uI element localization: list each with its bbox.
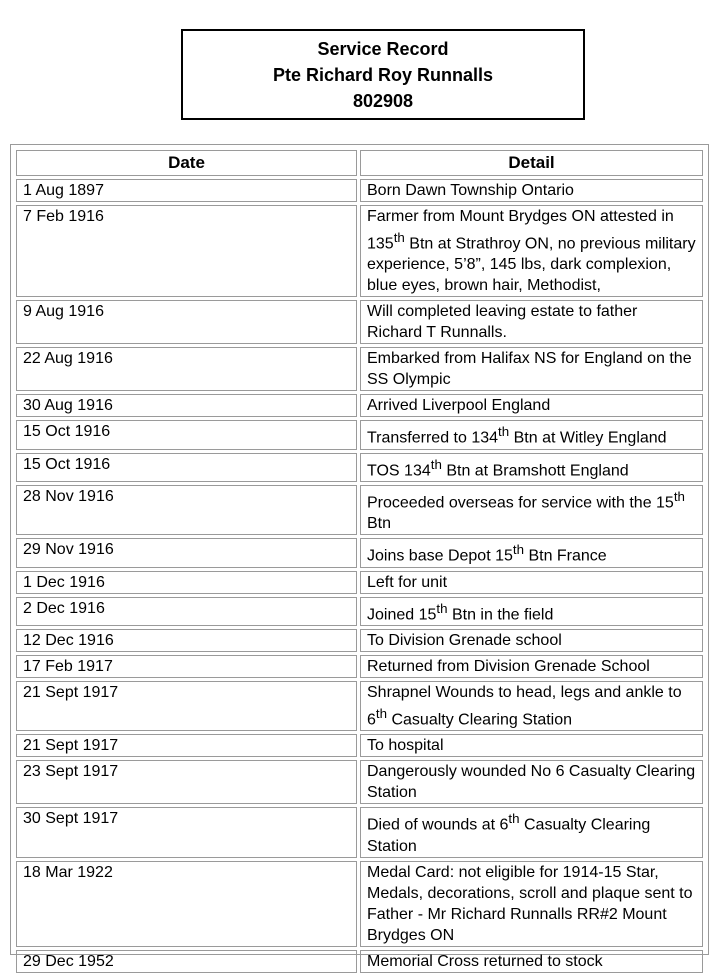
date-cell: 17 Feb 1917 <box>16 655 357 678</box>
table-row <box>16 538 703 567</box>
table-row <box>16 760 703 804</box>
detail-cell: Born Dawn Township Ontario <box>360 179 703 202</box>
date-cell: 30 Sept 1917 <box>16 807 357 857</box>
table-row <box>16 734 703 757</box>
table-row <box>16 394 703 417</box>
title-box <box>181 29 585 120</box>
column-header-detail: Detail <box>360 150 703 176</box>
detail-cell: Proceeded overseas for service with the 15th Btn <box>360 485 703 535</box>
table-row <box>16 485 703 535</box>
date-cell: 12 Dec 1916 <box>16 629 357 652</box>
detail-cell: Will completed leaving estate to father Richard T Runnalls. <box>360 300 703 344</box>
date-cell: 9 Aug 1916 <box>16 300 357 344</box>
detail-cell: To hospital <box>360 734 703 757</box>
date-cell: 15 Oct 1916 <box>16 420 357 449</box>
service-record-table <box>10 144 709 970</box>
table-row <box>16 950 703 973</box>
detail-cell: Arrived Liverpool England <box>360 394 703 417</box>
date-cell: 21 Sept 1917 <box>16 734 357 757</box>
date-cell: 1 Dec 1916 <box>16 571 357 594</box>
date-cell: 21 Sept 1917 <box>16 681 357 731</box>
table-row <box>16 629 703 652</box>
detail-cell: Returned from Division Grenade School <box>360 655 703 678</box>
detail-cell: Memorial Cross returned to stock <box>360 950 703 973</box>
detail-cell: Left for unit <box>360 571 703 594</box>
table-header-row <box>16 150 703 176</box>
table-row <box>16 420 703 449</box>
table-row <box>16 681 703 731</box>
record-title: Service Record <box>317 38 449 59</box>
date-cell: 28 Nov 1916 <box>16 485 357 535</box>
date-cell: 15 Oct 1916 <box>16 453 357 482</box>
table-row <box>16 347 703 391</box>
detail-cell: Died of wounds at 6th Casualty Clearing Station <box>360 807 703 857</box>
table-row <box>16 179 703 202</box>
date-cell: 2 Dec 1916 <box>16 597 357 626</box>
date-cell: 22 Aug 1916 <box>16 347 357 391</box>
date-cell: 29 Dec 1952 <box>16 950 357 973</box>
date-cell: 30 Aug 1916 <box>16 394 357 417</box>
date-cell: 18 Mar 1922 <box>16 861 357 947</box>
table-row <box>16 807 703 857</box>
date-cell: 23 Sept 1917 <box>16 760 357 804</box>
soldier-name: Pte Richard Roy Runnalls <box>272 64 494 85</box>
service-number: 802908 <box>352 90 414 111</box>
date-cell: 1 Aug 1897 <box>16 179 357 202</box>
table-row <box>16 655 703 678</box>
detail-cell: Dangerously wounded No 6 Casualty Clearing Station <box>360 760 703 804</box>
detail-cell: TOS 134th Btn at Bramshott England <box>360 453 703 482</box>
table-row <box>16 300 703 344</box>
detail-cell: Embarked from Halifax NS for England on the SS Olympic <box>360 347 703 391</box>
date-cell: 7 Feb 1916 <box>16 205 357 297</box>
table-row <box>16 453 703 482</box>
detail-cell: Medal Card: not eligible for 1914-15 Star, Medals, decorations, scroll and plaque sent to Father - Mr Richard Runnalls RR#2 Mount Brydges ON <box>360 861 703 947</box>
detail-cell: To Division Grenade school <box>360 629 703 652</box>
table-row <box>16 205 703 297</box>
table-row <box>16 597 703 626</box>
detail-cell: Farmer from Mount Brydges ON attested in 135th Btn at Strathroy ON, no previous military experience, 5’8”, 145 lbs, dark complexion, blue eyes, brown hair, Methodist, <box>360 205 703 297</box>
table-row <box>16 571 703 594</box>
date-cell: 29 Nov 1916 <box>16 538 357 567</box>
detail-cell: Shrapnel Wounds to head, legs and ankle to 6th Casualty Clearing Station <box>360 681 703 731</box>
detail-cell: Joins base Depot 15th Btn France <box>360 538 703 567</box>
table-row <box>16 861 703 947</box>
detail-cell: Joined 15th Btn in the field <box>360 597 703 626</box>
detail-cell: Transferred to 134th Btn at Witley England <box>360 420 703 449</box>
column-header-date: Date <box>16 150 357 176</box>
